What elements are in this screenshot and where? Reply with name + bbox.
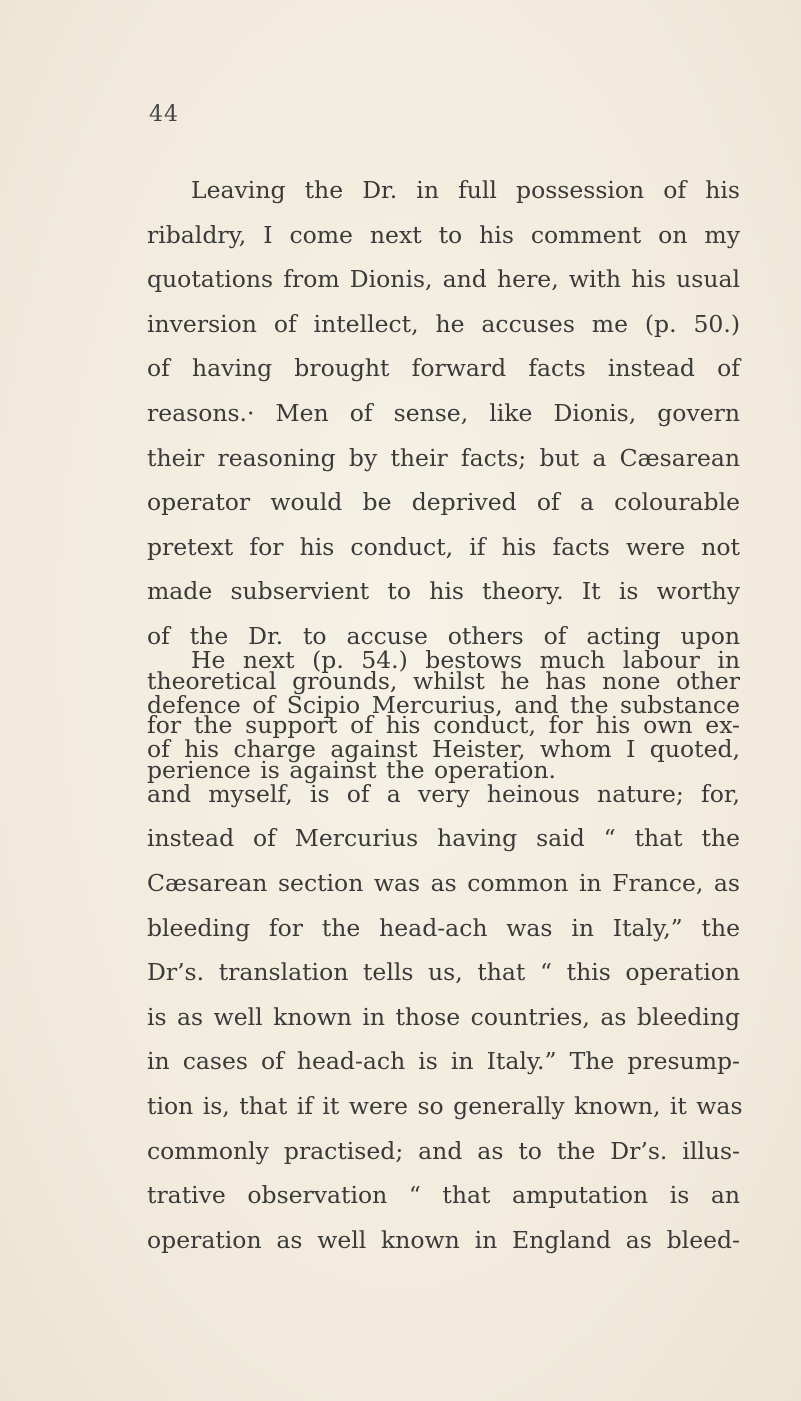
text-line: reasons.· Men of sense, like Dionis, govern — [147, 398, 740, 427]
text-line: trative observation “ that amputation is an — [147, 1181, 740, 1210]
text-line: for the support of his conduct, for his own ex- — [147, 711, 740, 740]
page-number: 44 — [149, 102, 179, 127]
text-line: commonly practised; and as to the Dr’s. illus- — [147, 1136, 740, 1165]
text-line: made subservient to his theory. It is worthy — [147, 577, 740, 606]
text-line: bleeding for the head-ach was in Italy,” the — [147, 913, 740, 942]
text-line: instead of Mercurius having said “ that the — [147, 824, 740, 853]
text-line: tion is, that if it were so generally known, it was — [147, 1091, 743, 1120]
text-line: of his charge against Heister, whom I quoted, — [147, 735, 740, 764]
text-line: operation as well known in England as bleed- — [147, 1225, 740, 1254]
text-line: Dr’s. translation tells us, that “ this operation — [147, 958, 740, 987]
text-line: defence of Scipio Mercurius, and the substance — [147, 690, 740, 719]
text-line: He next (p. 54.) bestows much labour in — [191, 646, 740, 674]
text-line: theoretical grounds, whilst he has none other — [147, 666, 740, 695]
text-line: Leaving the Dr. in full possession of his — [191, 176, 740, 204]
text-line: of having brought forward facts instead of — [147, 354, 740, 383]
text-line: ribaldry, I come next to his comment on my — [147, 220, 740, 249]
text-line: of the Dr. to accuse others of acting upon — [147, 621, 740, 650]
text-line: is as well known in those countries, as bleeding — [147, 1002, 740, 1031]
text-line: perience is against the operation. — [147, 755, 557, 784]
text-line: Cæsarean section was as common in France, as — [147, 868, 740, 897]
text-line: their reasoning by their facts; but a Cæsarean — [147, 443, 740, 472]
text-line: and myself, is of a very heinous nature; for, — [147, 779, 740, 808]
paragraph-2 — [147, 638, 743, 1262]
text-line: pretext for his conduct, if his facts were not — [147, 532, 740, 561]
text-line: quotations from Dionis, and here, with his usual — [147, 265, 740, 294]
text-line: in cases of head-ach is in Italy.” The presump- — [147, 1047, 740, 1076]
text-line: inversion of intellect, he accuses me (p. 50.) — [147, 309, 740, 338]
text-line: operator would be deprived of a colourable — [147, 488, 740, 517]
